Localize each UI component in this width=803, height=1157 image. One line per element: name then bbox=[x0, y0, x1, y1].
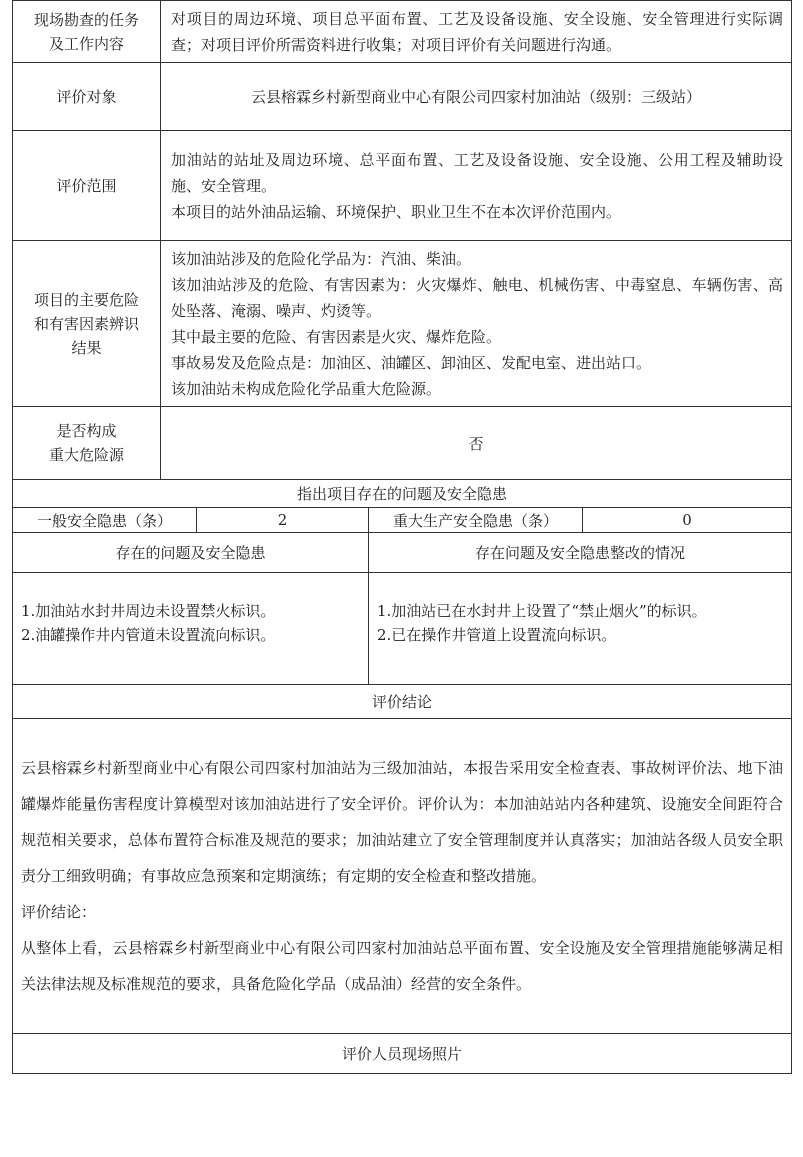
list-item: 1.加油站已在水封井上设置了“禁止烟火”的标识。 bbox=[377, 602, 707, 620]
hazards-row bbox=[13, 241, 792, 407]
scope-row bbox=[13, 131, 792, 241]
task-content: 对项目的周边环境、项目总平面布置、工艺及设备设施、安全设施、安全管理进行实际调查；对项目评价所需资料进行收集；对项目评价有关问题进行沟通。 bbox=[161, 1, 792, 63]
major-hazard-count: 0 bbox=[583, 508, 792, 533]
general-hazard-label: 一般安全隐患（条） bbox=[13, 508, 197, 533]
major-hazard-label: 是否构成 重大危险源 bbox=[13, 407, 161, 480]
issues-heading-row bbox=[13, 480, 792, 508]
issues-count-row bbox=[13, 508, 792, 533]
hazards-paragraph: 该加油站涉及的危险化学品为：汽油、柴油。 bbox=[171, 249, 472, 268]
major-hazard-row bbox=[13, 407, 792, 480]
scope-label: 评价范围 bbox=[13, 131, 161, 241]
photos-heading: 评价人员现场照片 bbox=[13, 1034, 792, 1074]
issues-columns-row bbox=[13, 533, 792, 573]
hazards-paragraph: 事故易发及危险点是：加油区、油罐区、卸油区、发配电室、进出站口。 bbox=[171, 353, 652, 372]
list-item: 2.已在操作井管道上设置流向标识。 bbox=[377, 626, 617, 644]
list-item: 2.油罐操作井内管道未设置流向标识。 bbox=[21, 626, 276, 644]
hazards-label: 项目的主要危险 和有害因素辨识 结果 bbox=[13, 241, 161, 407]
object-row bbox=[13, 63, 792, 131]
conclusion-body bbox=[13, 719, 792, 1034]
hazards-content bbox=[161, 241, 792, 407]
rectifications-list bbox=[369, 573, 792, 685]
conclusion-text: 云县榕霖乡村新型商业中心有限公司四家村加油站为三级加油站，本报告采用安全检查表、事故树评价法、地下油罐爆炸能量伤害程度计算模型对该加油站进行了安全评价。评价认为：本加油站站内各种建筑、设施安全间距符合规范相关要求，总体布置符合标准及规范的要求；加油站建立了安全管理制度并认真落实；加油站各级人员安全职责分工细致明确；有事故应急预案和定期演练；有定期的安全检查和整改措施。 bbox=[21, 759, 784, 885]
scope-content bbox=[161, 131, 792, 241]
task-label: 现场勘查的任务 及工作内容 bbox=[13, 1, 161, 63]
major-hazard-count-label: 重大生产安全隐患（条） bbox=[369, 508, 583, 533]
problems-column-header: 存在的问题及安全隐患 bbox=[13, 533, 369, 573]
hazards-paragraph: 该加油站未构成危险化学品重大危险源。 bbox=[171, 379, 442, 398]
conclusion-sub-label: 评价结论： bbox=[21, 903, 97, 921]
object-label: 评价对象 bbox=[13, 63, 161, 131]
scope-paragraph: 本项目的站外油品运输、环境保护、职业卫生不在本次评价范围内。 bbox=[171, 202, 622, 221]
hazards-paragraph: 该加油站涉及的危险、有害因素为：火灾爆炸、触电、机械伤害、中毒窒息、车辆伤害、高处坠落、淹溺、噪声、灼烫等。 bbox=[171, 275, 784, 320]
rectification-column-header: 存在问题及安全隐患整改的情况 bbox=[369, 533, 792, 573]
issues-list-row bbox=[13, 573, 792, 685]
conclusion-final: 从整体上看，云县榕霖乡村新型商业中心有限公司四家村加油站总平面布置、安全设施及安全管理措施能够满足相关法律法规及标准规范的要求，具备危险化学品（成品油）经营的安全条件。 bbox=[21, 939, 784, 993]
general-hazard-count: 2 bbox=[197, 508, 369, 533]
hazards-paragraph: 其中最主要的危险、有害因素是火灾、爆炸危险。 bbox=[171, 327, 502, 346]
conclusion-body-row bbox=[13, 719, 792, 1034]
evaluation-table bbox=[12, 0, 792, 1074]
conclusion-heading-row bbox=[13, 685, 792, 719]
evaluation-form bbox=[12, 0, 791, 1074]
scope-paragraph: 加油站的站址及周边环境、总平面布置、工艺及设备设施、安全设施、公用工程及辅助设施、安全管理。 bbox=[171, 150, 784, 195]
issues-heading: 指出项目存在的问题及安全隐患 bbox=[13, 480, 792, 508]
major-hazard-value: 否 bbox=[161, 407, 792, 480]
conclusion-heading: 评价结论 bbox=[13, 685, 792, 719]
list-item: 1.加油站水封井周边未设置禁火标识。 bbox=[21, 602, 276, 620]
photos-heading-row bbox=[13, 1034, 792, 1074]
task-row bbox=[13, 1, 792, 63]
object-content: 云县榕霖乡村新型商业中心有限公司四家村加油站（级别：三级站） bbox=[161, 63, 792, 131]
problems-list bbox=[13, 573, 369, 685]
